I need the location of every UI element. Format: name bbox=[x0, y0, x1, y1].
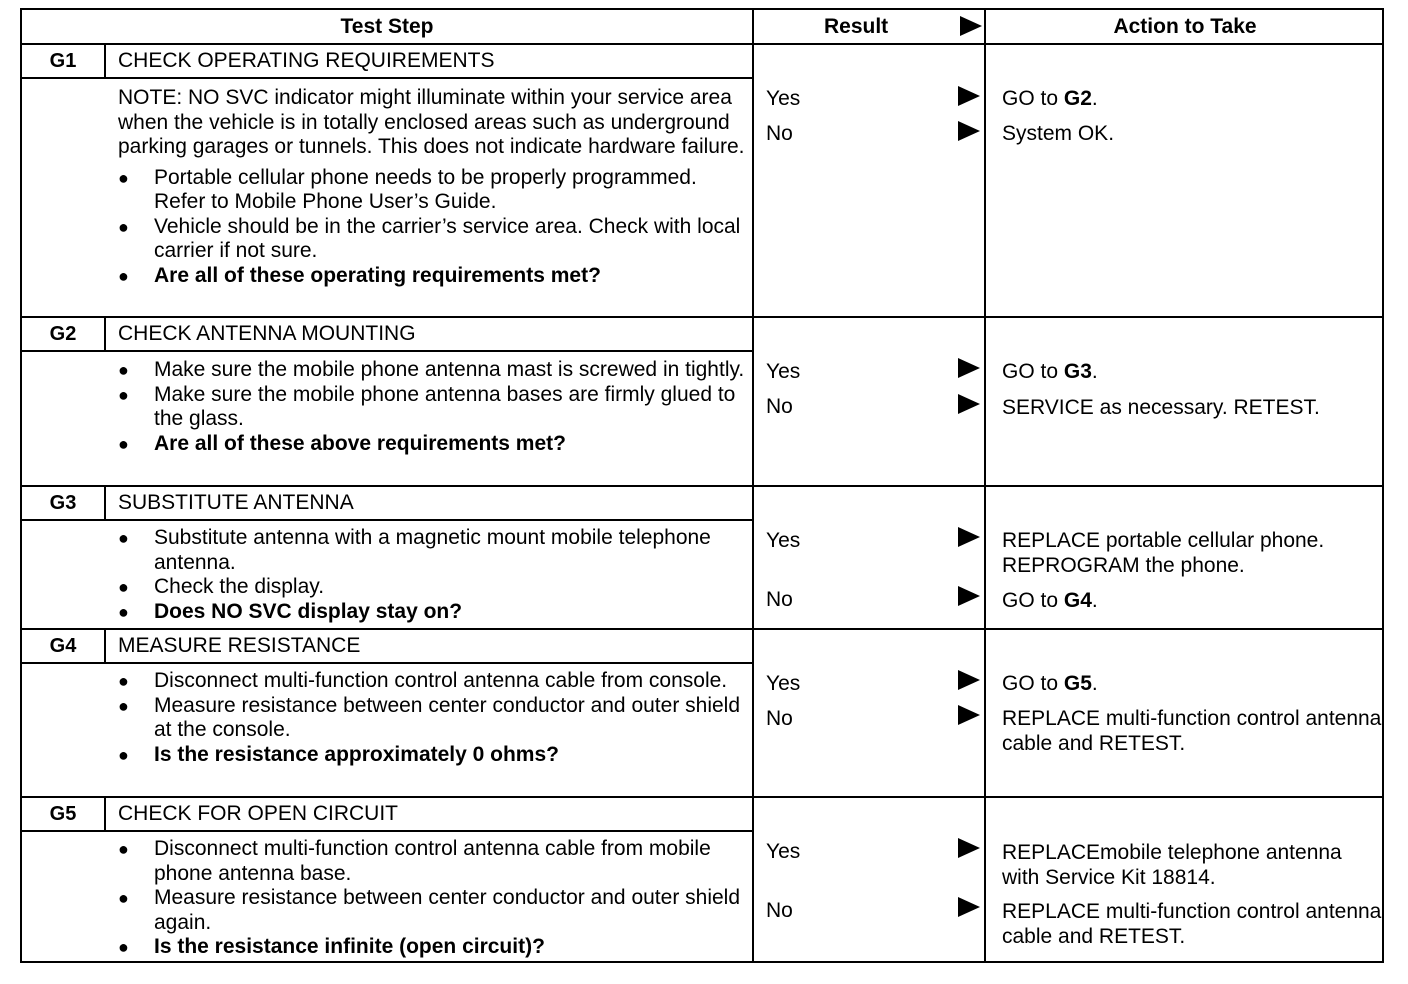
step-title: CHECK FOR OPEN CIRCUIT bbox=[118, 802, 399, 825]
step-code: G4 bbox=[49, 634, 77, 657]
action-yes bbox=[1002, 529, 1382, 578]
action-ref: G5 bbox=[1063, 672, 1092, 695]
step-bullet: ● Portable cellular phone needs to be properly programmed. Refer to Mobile Phone User’s Guide. bbox=[118, 166, 748, 215]
result-arrow-icon bbox=[958, 838, 980, 858]
action-ref: G2 bbox=[1063, 87, 1092, 110]
step-body bbox=[118, 86, 748, 288]
title-divider bbox=[22, 830, 752, 832]
action-text: REPLACE multi-function control antenna cable and RETEST. bbox=[1002, 900, 1382, 948]
action-yes bbox=[1002, 87, 1382, 112]
action-ref: G4 bbox=[1063, 589, 1092, 612]
result-arrow-icon bbox=[958, 705, 980, 725]
result-no: No bbox=[766, 395, 793, 418]
action-text: REPLACE multi-function control antenna cable and RETEST. bbox=[1002, 707, 1382, 755]
step-bullet: ● Disconnect multi-function control antenna cable from console. bbox=[118, 669, 748, 694]
action-text: System OK. bbox=[1002, 122, 1115, 145]
result-arrow-icon bbox=[958, 670, 980, 690]
title-divider bbox=[22, 350, 752, 352]
action-tail: . bbox=[1091, 87, 1098, 110]
step-bullet: ● Substitute antenna with a magnetic mount mobile telephone antenna. bbox=[118, 526, 748, 575]
result-no: No bbox=[766, 899, 793, 922]
action-yes bbox=[1002, 360, 1382, 385]
step-code: G2 bbox=[49, 322, 77, 345]
action-tail: . bbox=[1091, 589, 1098, 612]
result-yes: Yes bbox=[766, 840, 801, 863]
action-tail: . bbox=[1091, 360, 1098, 383]
action-no bbox=[1002, 589, 1382, 614]
result-arrow-icon bbox=[958, 358, 980, 378]
action-ref: G3 bbox=[1063, 360, 1092, 383]
action-text: SERVICE as necessary. RETEST. bbox=[1002, 396, 1320, 419]
step-code: G3 bbox=[49, 491, 77, 514]
step-title: SUBSTITUTE ANTENNA bbox=[118, 491, 354, 514]
result-yes: Yes bbox=[766, 360, 801, 383]
step-question: ● Are all of these operating requirements met? bbox=[118, 264, 748, 289]
action-text: GO to bbox=[1002, 87, 1064, 110]
step-body bbox=[118, 358, 748, 456]
code-divider bbox=[104, 318, 106, 350]
title-divider bbox=[22, 77, 752, 79]
step-question: ● Does NO SVC display stay on? bbox=[118, 600, 748, 625]
step-note: NOTE: NO SVC indicator might illuminate within your service area when the vehicle is in totally enclosed areas such as underground parking garages or tunnels. This does not indicate hardware failure. bbox=[118, 86, 745, 158]
title-divider bbox=[22, 662, 752, 664]
step-bullet: ● Check the display. bbox=[118, 575, 748, 600]
code-divider bbox=[104, 798, 106, 830]
step-bullet: ● Disconnect multi-function control antenna cable from mobile phone antenna base. bbox=[118, 837, 748, 886]
action-no bbox=[1002, 900, 1382, 949]
action-no bbox=[1002, 707, 1382, 756]
action-yes bbox=[1002, 841, 1382, 890]
result-arrow-icon bbox=[958, 527, 980, 547]
result-yes: Yes bbox=[766, 529, 801, 552]
step-bullet: ● Make sure the mobile phone antenna mast is screwed in tightly. bbox=[118, 358, 748, 383]
action-yes bbox=[1002, 672, 1382, 697]
code-divider bbox=[104, 630, 106, 662]
title-divider bbox=[22, 519, 752, 521]
header-test-step: Test Step bbox=[340, 15, 434, 38]
step-body bbox=[118, 526, 748, 624]
action-tail: . bbox=[1091, 672, 1098, 695]
action-text: GO to bbox=[1002, 360, 1064, 383]
action-no bbox=[1002, 396, 1382, 421]
action-text: REPLACE portable cellular phone. REPROGRAM the phone. bbox=[1002, 529, 1325, 577]
result-arrow-icon bbox=[958, 394, 980, 414]
step-body bbox=[118, 669, 748, 767]
step-title: CHECK OPERATING REQUIREMENTS bbox=[118, 49, 495, 72]
result-arrow-icon bbox=[958, 897, 980, 917]
result-arrow-icon bbox=[958, 86, 980, 106]
step-bullet: ● Measure resistance between center conductor and outer shield at the console. bbox=[118, 694, 748, 743]
result-yes: Yes bbox=[766, 87, 801, 110]
step-title: MEASURE RESISTANCE bbox=[118, 634, 361, 657]
diagnostic-table bbox=[20, 8, 1384, 963]
code-divider bbox=[104, 487, 106, 519]
action-text: GO to bbox=[1002, 672, 1064, 695]
step-body bbox=[118, 837, 748, 960]
action-no bbox=[1002, 122, 1382, 147]
result-no: No bbox=[766, 122, 793, 145]
step-bullet: ● Measure resistance between center conductor and outer shield again. bbox=[118, 886, 748, 935]
header-arrow-icon bbox=[960, 16, 982, 36]
result-arrow-icon bbox=[958, 121, 980, 141]
header-action: Action to Take bbox=[1113, 15, 1257, 38]
step-question: ● Is the resistance approximately 0 ohms? bbox=[118, 743, 748, 768]
code-divider bbox=[104, 45, 106, 77]
header-result: Result bbox=[824, 15, 889, 38]
step-bullet: ● Vehicle should be in the carrier’s service area. Check with local carrier if not sure. bbox=[118, 215, 748, 264]
result-arrow-icon bbox=[958, 586, 980, 606]
action-text: GO to bbox=[1002, 589, 1064, 612]
step-question: ● Are all of these above requirements met? bbox=[118, 432, 748, 457]
step-title: CHECK ANTENNA MOUNTING bbox=[118, 322, 416, 345]
result-no: No bbox=[766, 588, 793, 611]
result-yes: Yes bbox=[766, 672, 801, 695]
action-text: REPLACEmobile telephone antenna with Service Kit 18814. bbox=[1002, 841, 1342, 889]
step-bullet: ● Make sure the mobile phone antenna bases are firmly glued to the glass. bbox=[118, 383, 748, 432]
result-no: No bbox=[766, 707, 793, 730]
step-question: ● Is the resistance infinite (open circuit)? bbox=[118, 935, 748, 960]
step-code: G5 bbox=[49, 802, 77, 825]
step-code: G1 bbox=[49, 49, 77, 72]
